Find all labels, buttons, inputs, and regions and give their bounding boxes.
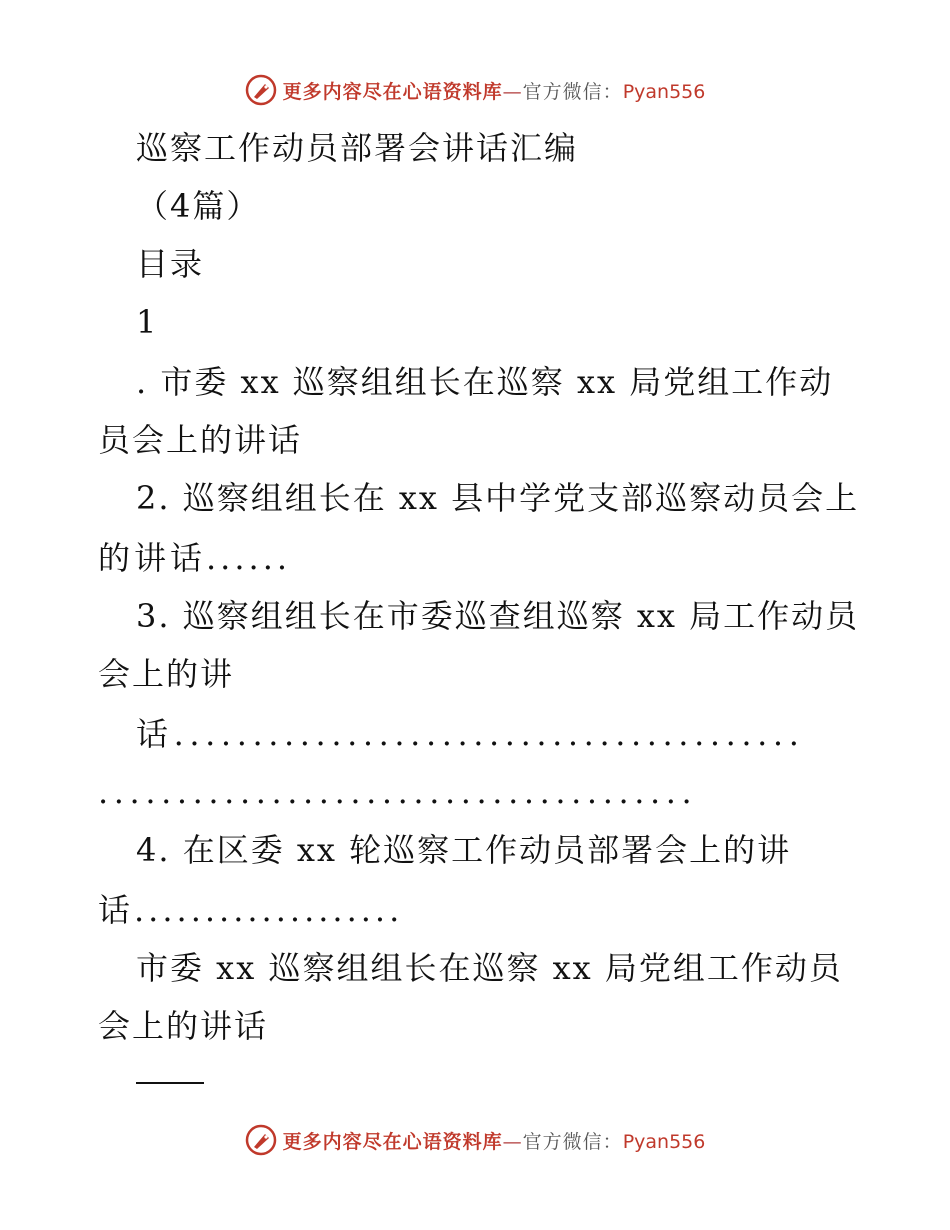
toc-heading: 目录 — [136, 245, 205, 283]
banner-label: 官方微信： — [522, 1130, 623, 1153]
banner-label: 官方微信： — [522, 80, 623, 103]
banner-dash: — — [502, 1130, 523, 1153]
toc-item-3-text: 3. 巡察组组长在市委巡查组巡察 xx 局工作动员 — [136, 597, 860, 635]
toc-item-1-text-cont: 员会上的讲话 — [98, 421, 303, 459]
pen-nib-logo-icon — [245, 1124, 277, 1156]
section-title: 市委 xx 巡察组组长在巡察 xx 局党组工作动员 — [136, 949, 843, 987]
pen-nib-logo-icon — [245, 74, 277, 106]
document-count: （4篇） — [136, 187, 261, 225]
toc-item-3-leader-line-2: ...................................... — [98, 773, 698, 811]
toc-item-3-leader-line-1: 话........................................ — [136, 715, 805, 753]
banner-wechat-id: Pyan556 — [622, 80, 706, 103]
header-banner — [0, 70, 950, 110]
toc-item-4-text: 4. 在区委 xx 轮巡察工作动员部署会上的讲 — [136, 831, 792, 869]
toc-item-4-text-cont: 话................... — [98, 891, 404, 929]
footnote-divider — [136, 1082, 204, 1084]
banner-brand: 更多内容尽在心语资料库 — [282, 1130, 503, 1153]
footer-banner — [0, 1120, 950, 1160]
banner-dash: — — [502, 80, 523, 103]
banner-text — [283, 1127, 706, 1154]
banner-text — [283, 77, 706, 104]
toc-item-1-text: . 市委 xx 巡察组组长在巡察 xx 局党组工作动 — [136, 363, 834, 401]
document-title: 巡察工作动员部署会讲话汇编 — [136, 129, 579, 167]
toc-item-2-text: 2. 巡察组组长在 xx 县中学党支部巡察动员会上 — [136, 479, 860, 517]
toc-item-3-text-cont: 会上的讲 — [98, 655, 235, 693]
toc-item-1-number: 1 — [136, 303, 159, 341]
banner-wechat-id: Pyan556 — [622, 1130, 706, 1153]
toc-item-2-text-cont: 的讲话...... — [98, 539, 292, 577]
banner-brand: 更多内容尽在心语资料库 — [282, 80, 503, 103]
section-title-cont: 会上的讲话 — [98, 1007, 269, 1045]
